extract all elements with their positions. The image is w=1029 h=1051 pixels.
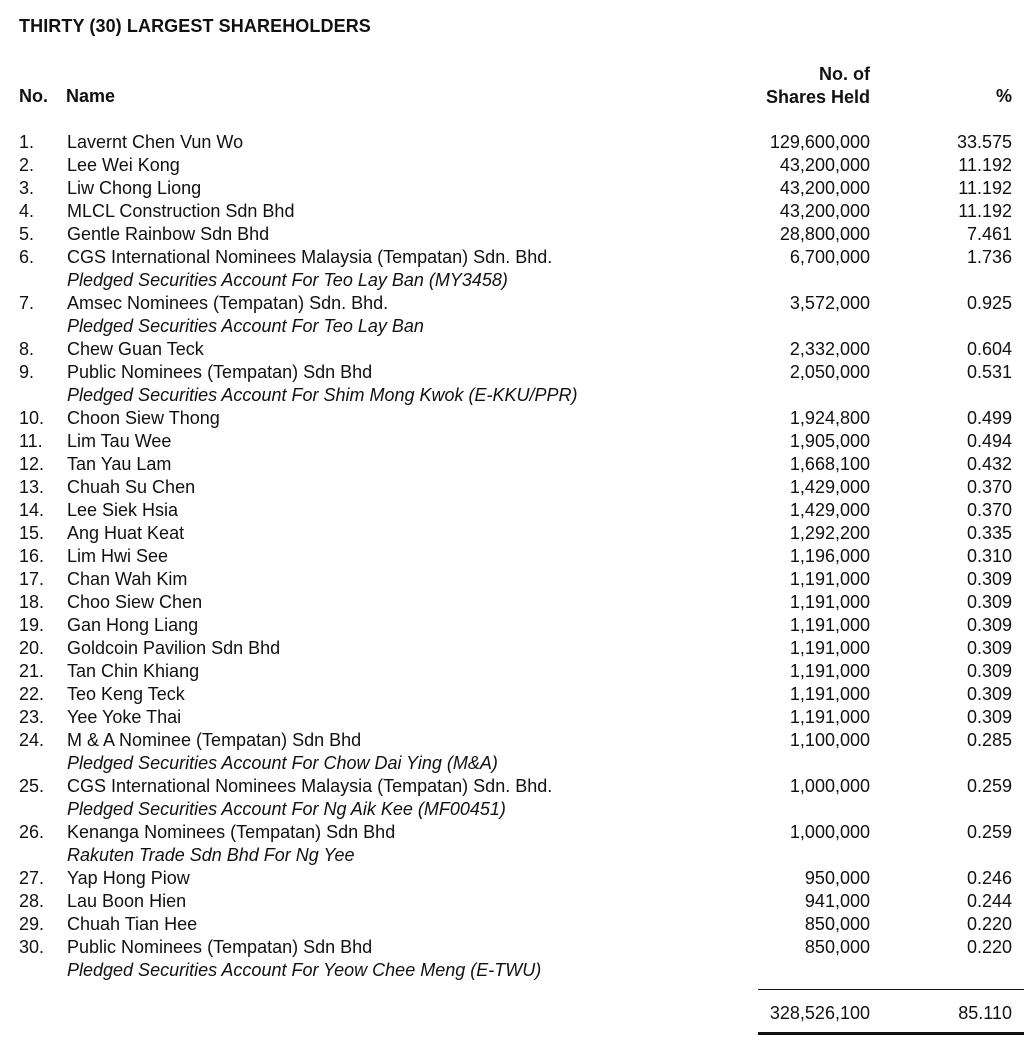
row-number: 3. xyxy=(19,178,35,198)
table-row xyxy=(0,223,1029,246)
shareholder-name: Chuah Su Chen xyxy=(67,477,196,497)
row-number: 13. xyxy=(19,477,45,497)
page-title: THIRTY (30) LARGEST SHAREHOLDERS xyxy=(19,16,371,36)
table-row xyxy=(0,706,1029,729)
shares-percent: 7.461 xyxy=(966,224,1012,244)
shareholder-name: Lim Hwi See xyxy=(67,546,169,566)
shareholder-name: CGS International Nominees Malaysia (Tempatan) Sdn. Bhd. xyxy=(67,776,553,796)
shares-percent: 0.309 xyxy=(966,569,1012,589)
shareholder-name: CGS International Nominees Malaysia (Tempatan) Sdn. Bhd. xyxy=(67,247,553,267)
table-row xyxy=(0,476,1029,499)
row-number: 9. xyxy=(19,362,35,382)
shares-held: 1,196,000 xyxy=(789,546,870,566)
table-row xyxy=(0,821,1029,867)
shareholder-name: Chew Guan Teck xyxy=(67,339,204,359)
row-number: 17. xyxy=(19,569,45,589)
shares-percent: 33.575 xyxy=(956,132,1012,152)
shareholder-name: Gentle Rainbow Sdn Bhd xyxy=(67,224,270,244)
table-row xyxy=(0,913,1029,936)
shares-held: 43,200,000 xyxy=(779,155,870,175)
shareholder-name: Tan Chin Khiang xyxy=(67,661,200,681)
total-percent: 85.110 xyxy=(958,1003,1012,1023)
shareholder-name: Teo Keng Teck xyxy=(67,684,185,704)
shareholder-name: Chan Wah Kim xyxy=(67,569,188,589)
shareholder-name: Yap Hong Piow xyxy=(67,868,190,888)
table-row xyxy=(0,361,1029,407)
shares-held: 1,429,000 xyxy=(789,500,870,520)
shares-held: 1,191,000 xyxy=(789,615,870,635)
table-row xyxy=(0,775,1029,821)
row-number: 1. xyxy=(19,132,35,152)
row-number: 16. xyxy=(19,546,45,566)
shares-held: 1,924,800 xyxy=(789,408,870,428)
shares-percent: 0.432 xyxy=(966,454,1012,474)
shares-held: 2,050,000 xyxy=(789,362,870,382)
shareholder-name: Lavernt Chen Vun Wo xyxy=(67,132,244,152)
total-rule-top xyxy=(758,989,1024,990)
row-number: 18. xyxy=(19,592,45,612)
total-shares: 328,526,100 xyxy=(769,1003,870,1023)
shares-percent: 0.370 xyxy=(966,477,1012,497)
shares-held: 1,000,000 xyxy=(789,776,870,796)
row-number: 14. xyxy=(19,500,45,520)
shares-held: 28,800,000 xyxy=(779,224,870,244)
shares-percent: 1.736 xyxy=(966,247,1012,267)
row-number: 15. xyxy=(19,523,45,543)
column-header-shares xyxy=(700,63,870,109)
shares-held: 1,191,000 xyxy=(789,707,870,727)
shares-held: 1,429,000 xyxy=(789,477,870,497)
row-number: 25. xyxy=(19,776,45,796)
shares-held: 1,905,000 xyxy=(789,431,870,451)
shares-held: 1,191,000 xyxy=(789,569,870,589)
row-number: 30. xyxy=(19,937,45,957)
table-row xyxy=(0,522,1029,545)
shares-held: 129,600,000 xyxy=(769,132,870,152)
shares-percent: 0.309 xyxy=(966,615,1012,635)
row-number: 29. xyxy=(19,914,45,934)
shares-percent: 0.259 xyxy=(966,822,1012,842)
table-row xyxy=(0,867,1029,890)
row-number: 20. xyxy=(19,638,45,658)
shareholder-name: Public Nominees (Tempatan) Sdn Bhd xyxy=(67,362,373,382)
table-row xyxy=(0,177,1029,200)
row-number: 24. xyxy=(19,730,45,750)
row-number: 11. xyxy=(19,431,43,451)
row-number: 2. xyxy=(19,155,35,175)
shares-percent: 0.285 xyxy=(966,730,1012,750)
shares-percent: 0.246 xyxy=(966,868,1012,888)
row-number: 22. xyxy=(19,684,45,704)
table-row xyxy=(0,568,1029,591)
shareholder-name: Lau Boon Hien xyxy=(67,891,187,911)
row-number: 6. xyxy=(19,247,35,267)
row-number: 8. xyxy=(19,339,35,359)
shareholder-name: Tan Yau Lam xyxy=(67,454,172,474)
shareholder-account-note: Pledged Securities Account For Teo Lay Ban (MY3458) xyxy=(67,270,508,290)
table-row xyxy=(0,430,1029,453)
shares-percent: 0.309 xyxy=(966,638,1012,658)
shares-percent: 0.370 xyxy=(966,500,1012,520)
row-number: 23. xyxy=(19,707,45,727)
shareholder-name: Choon Siew Thong xyxy=(67,408,220,428)
column-header-shares-line1: No. of xyxy=(819,64,870,84)
table-row xyxy=(0,246,1029,292)
shareholder-name: Kenanga Nominees (Tempatan) Sdn Bhd xyxy=(67,822,396,842)
shares-percent: 0.309 xyxy=(966,661,1012,681)
shareholder-name: Lee Siek Hsia xyxy=(67,500,179,520)
shares-percent: 0.531 xyxy=(966,362,1012,382)
table-row xyxy=(0,637,1029,660)
table-row xyxy=(0,453,1029,476)
row-number: 4. xyxy=(19,201,35,221)
row-number: 21. xyxy=(19,661,45,681)
table-row xyxy=(0,338,1029,361)
shares-held: 6,700,000 xyxy=(789,247,870,267)
shareholder-account-note: Pledged Securities Account For Yeow Chee Meng (E-TWU) xyxy=(67,960,542,980)
row-number: 26. xyxy=(19,822,45,842)
shareholder-account-note: Pledged Securities Account For Teo Lay Ban xyxy=(67,316,424,336)
column-header-name: Name xyxy=(66,86,116,106)
table-row xyxy=(0,660,1029,683)
table-row xyxy=(0,292,1029,338)
column-header-shares-line2: Shares Held xyxy=(765,87,870,107)
table-row xyxy=(0,545,1029,568)
shareholder-name: Gan Hong Liang xyxy=(67,615,199,635)
shares-percent: 11.192 xyxy=(958,201,1012,221)
shares-percent: 0.494 xyxy=(966,431,1012,451)
shareholder-name: Yee Yoke Thai xyxy=(67,707,182,727)
shares-percent: 0.309 xyxy=(966,684,1012,704)
shares-held: 1,191,000 xyxy=(789,661,870,681)
shareholder-name: Public Nominees (Tempatan) Sdn Bhd xyxy=(67,937,373,957)
shareholder-name: Goldcoin Pavilion Sdn Bhd xyxy=(67,638,281,658)
table-row xyxy=(0,200,1029,223)
shares-held: 850,000 xyxy=(804,914,870,934)
table-row xyxy=(0,591,1029,614)
shares-percent: 0.309 xyxy=(966,707,1012,727)
shares-held: 950,000 xyxy=(804,868,870,888)
table-row xyxy=(0,729,1029,775)
table-row xyxy=(0,890,1029,913)
shares-held: 43,200,000 xyxy=(779,201,870,221)
row-number: 10. xyxy=(19,408,45,428)
row-number: 5. xyxy=(19,224,35,244)
total-rule-bottom xyxy=(758,1032,1024,1035)
shares-held: 1,191,000 xyxy=(789,592,870,612)
shares-percent: 0.220 xyxy=(966,914,1012,934)
shares-percent: 0.220 xyxy=(966,937,1012,957)
table-row xyxy=(0,936,1029,982)
table-row xyxy=(0,154,1029,177)
shares-held: 850,000 xyxy=(804,937,870,957)
shares-percent: 0.309 xyxy=(966,592,1012,612)
shares-held: 43,200,000 xyxy=(779,178,870,198)
column-header-no: No. xyxy=(19,86,48,106)
table-row xyxy=(0,614,1029,637)
shareholder-name: M & A Nominee (Tempatan) Sdn Bhd xyxy=(67,730,362,750)
row-number: 27. xyxy=(19,868,45,888)
shares-percent: 0.259 xyxy=(966,776,1012,796)
table-row xyxy=(0,131,1029,154)
shares-percent: 0.604 xyxy=(966,339,1012,359)
shareholder-name: Ang Huat Keat xyxy=(67,523,185,543)
row-number: 12. xyxy=(19,454,45,474)
shareholder-account-note: Pledged Securities Account For Shim Mong Kwok (E-KKU/PPR) xyxy=(67,385,578,405)
table-row xyxy=(0,683,1029,706)
shareholder-name: Lee Wei Kong xyxy=(67,155,180,175)
shareholder-name: Amsec Nominees (Tempatan) Sdn. Bhd. xyxy=(67,293,389,313)
row-number: 7. xyxy=(19,293,35,313)
shareholder-account-note: Rakuten Trade Sdn Bhd For Ng Yee xyxy=(67,845,355,865)
column-header-percent: % xyxy=(995,86,1012,106)
shareholder-name: Chuah Tian Hee xyxy=(67,914,198,934)
shares-percent: 0.310 xyxy=(966,546,1012,566)
shareholder-name: Lim Tau Wee xyxy=(67,431,172,451)
shares-percent: 0.925 xyxy=(966,293,1012,313)
shares-percent: 0.499 xyxy=(966,408,1012,428)
shares-held: 1,668,100 xyxy=(789,454,870,474)
shares-held: 1,191,000 xyxy=(789,638,870,658)
shares-held: 1,000,000 xyxy=(789,822,870,842)
shares-percent: 11.192 xyxy=(958,178,1012,198)
shares-percent: 0.244 xyxy=(966,891,1012,911)
shareholder-name: MLCL Construction Sdn Bhd xyxy=(67,201,295,221)
shares-held: 1,191,000 xyxy=(789,684,870,704)
row-number: 28. xyxy=(19,891,45,911)
shareholder-name: Liw Chong Liong xyxy=(67,178,202,198)
shares-held: 1,292,200 xyxy=(789,523,870,543)
shareholder-account-note: Pledged Securities Account For Ng Aik Kee (MF00451) xyxy=(67,799,506,819)
shares-percent: 0.335 xyxy=(966,523,1012,543)
shareholders-table xyxy=(0,131,1029,982)
shares-held: 941,000 xyxy=(804,891,870,911)
shareholder-name: Choo Siew Chen xyxy=(67,592,203,612)
shares-percent: 11.192 xyxy=(958,155,1012,175)
shares-held: 1,100,000 xyxy=(789,730,870,750)
shareholder-account-note: Pledged Securities Account For Chow Dai Ying (M&A) xyxy=(67,753,498,773)
row-number: 19. xyxy=(19,615,45,635)
shares-held: 2,332,000 xyxy=(789,339,870,359)
table-row xyxy=(0,407,1029,430)
shares-held: 3,572,000 xyxy=(789,293,870,313)
table-row xyxy=(0,499,1029,522)
